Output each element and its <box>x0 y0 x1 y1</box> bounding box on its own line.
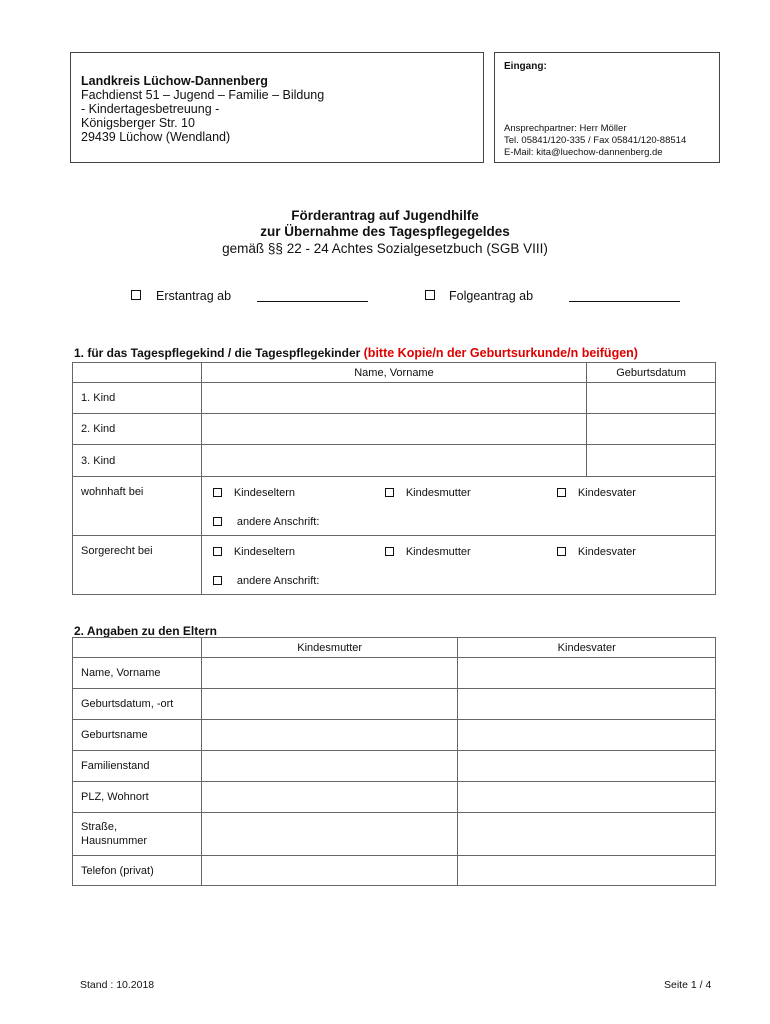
option-label: Kindesmutter <box>405 487 471 499</box>
address-city: 29439 Lüchow (Wendland) <box>81 130 231 144</box>
section1-heading-text: 1. für das Tagespflegekind / die Tagespflegekinder <box>74 346 364 360</box>
row-label-birthname: Geburtsname <box>73 720 202 751</box>
col-mother-header: Kindesmutter <box>201 638 458 658</box>
receipt-label: Eingang: <box>504 61 547 72</box>
first-application-label: Erstantrag ab <box>156 289 232 303</box>
row-label-street <box>73 813 202 856</box>
custody-opt-other[interactable] <box>213 575 320 587</box>
option-label: Kindesvater <box>577 546 636 558</box>
footer-stand: Stand : 10.2018 <box>80 979 155 991</box>
first-application-date-field[interactable] <box>257 301 368 302</box>
title-line1: Förderantrag auf Jugendhilfe <box>291 208 479 223</box>
table-row <box>73 689 716 720</box>
section2-heading: 2. Angaben zu den Eltern <box>74 624 217 638</box>
checkbox-icon[interactable] <box>213 547 222 556</box>
checkbox-icon[interactable] <box>385 547 394 556</box>
residence-opt-parents[interactable] <box>213 487 295 499</box>
follow-application-label: Folgeantrag ab <box>449 289 534 303</box>
child1-name-field[interactable] <box>201 383 586 414</box>
row-label-street-line2: Hausnummer <box>81 835 148 847</box>
residence-options <box>201 477 715 536</box>
residence-label: wohnhaft bei <box>73 477 202 536</box>
child3-birth-field[interactable] <box>587 445 716 477</box>
row-label-marital: Familienstand <box>73 751 202 782</box>
table-row <box>73 658 716 689</box>
mother-birth-field[interactable] <box>201 689 458 720</box>
parents-table <box>72 637 716 886</box>
address-block <box>81 74 324 144</box>
father-city-field[interactable] <box>458 782 716 813</box>
follow-application-date-field[interactable] <box>569 301 680 302</box>
father-name-field[interactable] <box>458 658 716 689</box>
header-empty-cell <box>73 638 202 658</box>
row-label-phone: Telefon (privat) <box>73 856 202 886</box>
custody-label: Sorgerecht bei <box>73 536 202 595</box>
row-label-city: PLZ, Wohnort <box>73 782 202 813</box>
custody-opt-mother[interactable] <box>385 546 471 558</box>
section1-heading-note: (bitte Kopie/n der Geburtsurkunde/n beifügen) <box>363 346 638 360</box>
child1-label: 1. Kind <box>73 383 202 414</box>
checkbox-icon[interactable] <box>213 488 222 497</box>
address-unit: - Kindertagesbetreuung - <box>81 102 220 116</box>
option-label: Kindesmutter <box>405 546 471 558</box>
follow-application-checkbox[interactable] <box>425 290 435 300</box>
table-row <box>73 445 716 477</box>
checkbox-icon[interactable] <box>213 517 222 526</box>
custody-opt-parents[interactable] <box>213 546 295 558</box>
custody-row <box>73 536 716 595</box>
table-row <box>73 856 716 886</box>
children-table <box>72 362 716 595</box>
mother-phone-field[interactable] <box>201 856 458 886</box>
row-label-birth: Geburtsdatum, -ort <box>73 689 202 720</box>
col-name-header: Name, Vorname <box>201 363 586 383</box>
child2-label: 2. Kind <box>73 414 202 445</box>
row-label-name: Name, Vorname <box>73 658 202 689</box>
custody-options <box>201 536 715 595</box>
table-row <box>73 813 716 856</box>
child3-name-field[interactable] <box>201 445 586 477</box>
title-line3: gemäß §§ 22 - 24 Achtes Sozialgesetzbuch (SGB VIII) <box>222 241 548 256</box>
father-birth-field[interactable] <box>458 689 716 720</box>
father-marital-field[interactable] <box>458 751 716 782</box>
checkbox-icon[interactable] <box>385 488 394 497</box>
section1-heading <box>74 346 638 360</box>
mother-marital-field[interactable] <box>201 751 458 782</box>
mother-city-field[interactable] <box>201 782 458 813</box>
checkbox-icon[interactable] <box>213 576 222 585</box>
receipt-contact: Ansprechpartner: Herr Möller <box>504 123 627 134</box>
checkbox-icon[interactable] <box>557 547 566 556</box>
table-row <box>73 751 716 782</box>
residence-opt-father[interactable] <box>557 487 636 499</box>
option-label: Kindeseltern <box>233 487 295 499</box>
title-line2: zur Übernahme des Tagespflegegeldes <box>260 224 510 239</box>
receipt-phone: Tel. 05841/120-335 / Fax 05841/120-88514 <box>504 135 687 146</box>
child1-birth-field[interactable] <box>587 383 716 414</box>
child2-name-field[interactable] <box>201 414 586 445</box>
custody-opt-father[interactable] <box>557 546 636 558</box>
residence-opt-mother[interactable] <box>385 487 471 499</box>
children-table-header <box>73 363 716 383</box>
address-dept: Fachdienst 51 – Jugend – Familie – Bildung <box>81 88 325 102</box>
footer-page: Seite 1 / 4 <box>664 979 712 991</box>
col-father-header: Kindesvater <box>458 638 716 658</box>
receipt-email: E-Mail: kita@luechow-dannenberg.de <box>504 147 663 158</box>
table-row <box>73 782 716 813</box>
option-label: andere Anschrift: <box>236 575 320 587</box>
option-label: andere Anschrift: <box>236 516 320 528</box>
table-row <box>73 720 716 751</box>
address-box <box>70 52 484 163</box>
father-phone-field[interactable] <box>458 856 716 886</box>
option-label: Kindeseltern <box>233 546 295 558</box>
parents-table-header <box>73 638 716 658</box>
child3-label: 3. Kind <box>73 445 202 477</box>
address-street: Königsberger Str. 10 <box>81 116 195 130</box>
table-row <box>73 414 716 445</box>
row-label-street-line1: Straße, <box>81 821 118 833</box>
option-label: Kindesvater <box>577 487 636 499</box>
mother-street-field[interactable] <box>201 813 458 856</box>
header-empty-cell <box>73 363 202 383</box>
checkbox-icon[interactable] <box>557 488 566 497</box>
col-birth-header: Geburtsdatum <box>587 363 716 383</box>
residence-opt-other[interactable] <box>213 516 320 528</box>
first-application-checkbox[interactable] <box>131 290 141 300</box>
table-row <box>73 383 716 414</box>
receipt-box <box>494 52 720 163</box>
mother-birthname-field[interactable] <box>201 720 458 751</box>
address-org: Landkreis Lüchow-Dannenberg <box>81 74 268 88</box>
father-birthname-field[interactable] <box>458 720 716 751</box>
father-street-field[interactable] <box>458 813 716 856</box>
residence-row <box>73 477 716 536</box>
child2-birth-field[interactable] <box>587 414 716 445</box>
mother-name-field[interactable] <box>201 658 458 689</box>
